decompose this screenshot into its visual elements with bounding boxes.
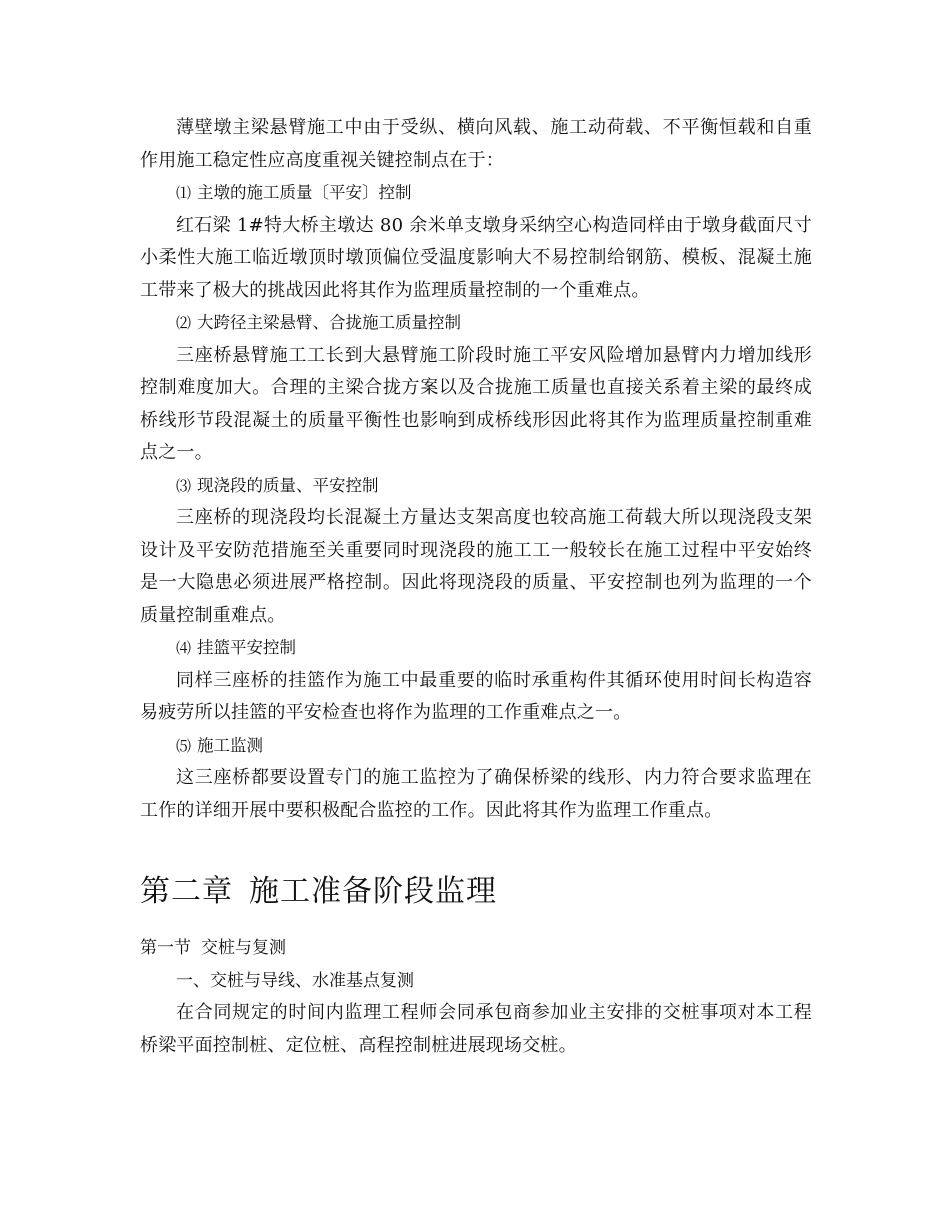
- paragraph-pier: 红石梁 1#特大桥主墩达 80 余米单支墩身采纳空心构造同样由于墩身截面尺寸小柔性大施工临近墩顶时墩顶偏位受温度影响大不易控制给钢筋、模板、混凝土施工带来了极大的挑战因此将其作为监理质量控制的一个重难点。: [140, 214, 812, 301]
- paragraph-monitoring: 这三座桥都要设置专门的施工监控为了确保桥梁的线形、内力符合要求监理在工作的详细开展中要积极配合监控的工作。因此将其作为监理工作重点。: [140, 767, 812, 821]
- paragraph-intro: 薄壁墩主梁悬臂施工中由于受纵、横向风载、施工动荷载、不平衡恒载和自重作用施工稳定性应高度重视关键控制点在于：: [140, 117, 812, 171]
- section-heading: [140, 932, 812, 965]
- list-number: ⑶: [176, 476, 192, 495]
- chapter-number: 第二章: [140, 874, 233, 909]
- paragraph-hanging-basket: 同样三座桥的挂篮作为施工中最重要的临时承重构件其循环使用时间长构造容易疲劳所以挂篮的平安检查也将作为监理的工作重难点之一。: [140, 669, 812, 723]
- paragraph-handover: 在合同规定的时间内监理工程师会同承包商参加业主安排的交桩事项对本工程桥梁平面控制桩、定位桩、高程控制桩进展现场交桩。: [140, 1002, 812, 1056]
- section-block: [140, 932, 812, 1062]
- list-number: ⑵: [176, 314, 192, 332]
- section-title: 交桩与复测: [201, 938, 286, 958]
- document-page: [140, 112, 812, 1056]
- list-item-5: [140, 730, 812, 763]
- chapter-title: 施工准备阶段监理: [249, 874, 497, 909]
- list-item-4: [140, 632, 812, 665]
- list-item-2: [140, 307, 812, 340]
- list-item-3: [140, 470, 812, 503]
- subsection-heading: 一、交桩与导线、水准基点复测: [176, 970, 414, 991]
- paragraph-cantilever: 三座桥悬臂施工工长到大悬臂施工阶段时施工平安风险增加悬臂内力增加线形控制难度加大。合理的主梁合拢方案以及合拢施工质量也直接关系着主梁的最终成桥线形节段混凝土的质量平衡性也影响到成桥线形因此将其作为监理质量控制重难点之一。: [140, 344, 812, 463]
- chapter-heading: [140, 872, 497, 912]
- list-item-text: 施工监测: [197, 735, 264, 755]
- list-item-text: 挂篮平安控制: [197, 638, 297, 657]
- paragraph-cast-in-place: 三座桥的现浇段均长混凝土方量达支架高度也较高施工荷载大所以现浇段支架设计及平安防范措施至关重要同时现浇段的施工工一般较长在施工过程中平安始终是一大隐患必须进展严格控制。因此将现浇段的质量、平安控制也列为监理的一个质量控制重难点。: [140, 507, 812, 626]
- list-item-text: 现浇段的质量、平安控制: [197, 475, 379, 495]
- list-item-text: 大跨径主梁悬臂、合拢施工质量控制: [197, 313, 462, 332]
- list-number: ⑴: [176, 184, 192, 202]
- list-item-1: [140, 177, 812, 210]
- list-number: ⑸: [176, 736, 192, 755]
- list-number: ⑷: [176, 639, 192, 657]
- list-item-text: 主墩的施工质量〔平安〕控制: [197, 183, 412, 202]
- section-number: 第一节: [140, 938, 191, 958]
